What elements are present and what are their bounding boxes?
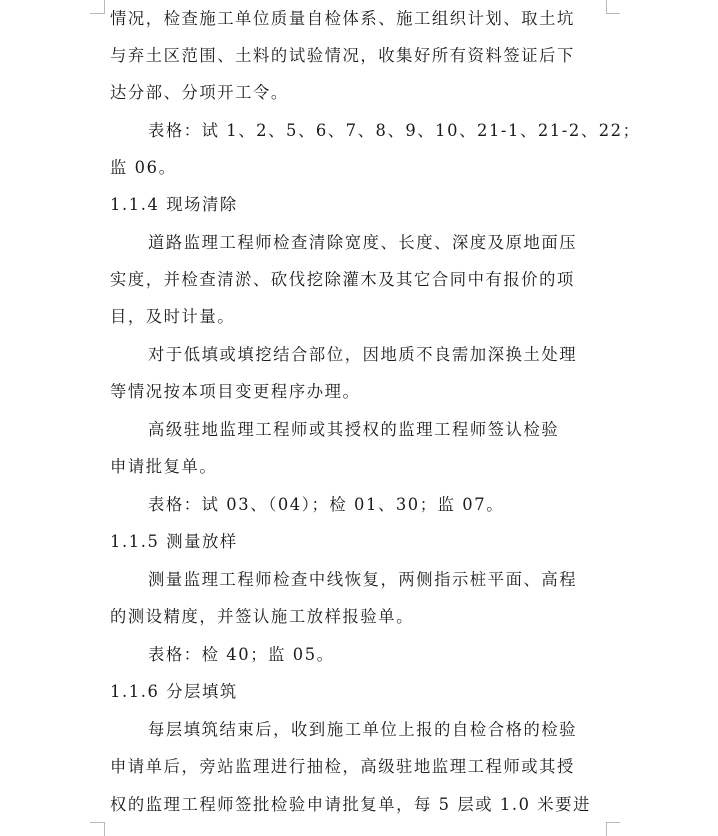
text-line: 与弃土区范围、土料的试验情况，收集好所有资料签证后下	[110, 46, 575, 65]
text-line: 情况，检查施工单位质量自检体系、施工组织计划、取土坑	[110, 9, 575, 28]
text-line: 权的监理工程师签批检验申请批复单，每 5 层或 1.0 米要进	[110, 795, 592, 814]
text-line: 对于低填或填挖结合部位，因地质不良需加深换土处理	[148, 345, 578, 364]
margin-mark-bottom-right	[606, 822, 621, 836]
text-line: 监 06。	[110, 158, 177, 177]
text-line: 申请单后，旁站监理进行抽检，高级驻地监理工程师或其授	[110, 757, 575, 776]
margin-mark-top-right	[606, 0, 621, 14]
margin-mark-bottom-right-h	[606, 822, 620, 823]
text-line: 等情况按本项目变更程序办理。	[110, 382, 361, 401]
text-line: 表格：检 40；监 05。	[148, 645, 335, 664]
margin-mark-bottom-left	[90, 822, 105, 836]
margin-mark-bottom-left-h	[90, 822, 104, 823]
text-line: 高级驻地监理工程师或其授权的监理工程师签认检验	[148, 420, 560, 439]
text-line: 实度，并检查清淤、砍伐挖除灌木及其它合同中有报价的项	[110, 270, 575, 289]
section-heading: 1.1.4 现场清除	[110, 195, 238, 214]
text-line: 目，及时计量。	[110, 307, 236, 326]
margin-mark-top-left-h	[90, 13, 104, 14]
text-line: 表格：试 03、（04）；检 01、30；监 07。	[148, 495, 505, 514]
text-line: 测量监理工程师检查中线恢复，两侧指示桩平面、高程	[148, 570, 578, 589]
text-line: 表格：试 1、2、5、6、7、8、9、10、21-1、21-2、22；	[148, 121, 641, 140]
text-line: 道路监理工程师检查清除宽度、长度、深度及原地面压	[148, 233, 578, 252]
margin-mark-top-right-h	[606, 13, 620, 14]
section-heading: 1.1.5 测量放样	[110, 532, 238, 551]
text-line: 的测设精度，并签认施工放样报验单。	[110, 607, 414, 626]
text-line: 达分部、分项开工令。	[110, 83, 289, 102]
margin-mark-top-left	[90, 0, 105, 14]
text-line: 每层填筑结束后，收到施工单位上报的自检合格的检验	[148, 720, 578, 739]
section-heading: 1.1.6 分层填筑	[110, 682, 238, 701]
text-line: 申请批复单。	[110, 457, 218, 476]
